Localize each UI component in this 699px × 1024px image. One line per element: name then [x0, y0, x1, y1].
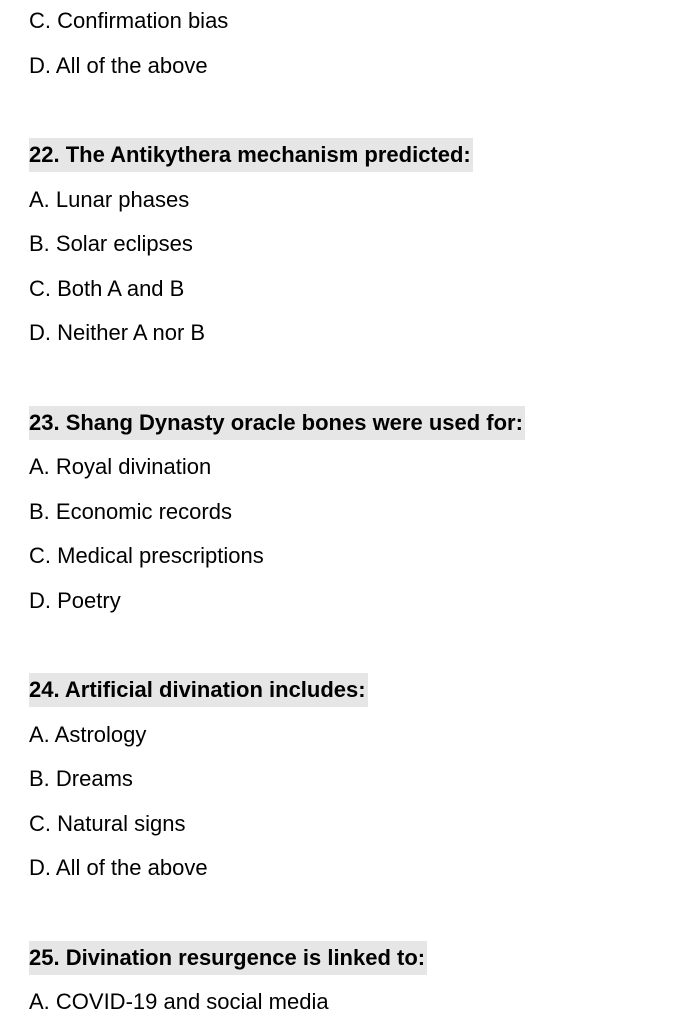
option-d-q22: D. Neither A nor B — [29, 320, 206, 345]
question-23: 23. Shang Dynasty oracle bones were used for: — [29, 406, 525, 440]
option-d-q24: D. All of the above — [29, 855, 208, 880]
option-a-q23: A. Royal divination — [29, 454, 212, 479]
question-25: 25. Divination resurgence is linked to: — [29, 941, 427, 975]
option-b-q23: B. Economic records — [29, 499, 232, 524]
option-b-q22: B. Solar eclipses — [29, 231, 193, 256]
option-a-q25: A. COVID-19 and social media — [29, 989, 329, 1014]
option-d-q21: D. All of the above — [29, 53, 208, 78]
option-a-q22: A. Lunar phases — [29, 187, 190, 212]
option-c-q22: C. Both A and B — [29, 276, 185, 301]
option-c-q23: C. Medical prescriptions — [29, 543, 264, 568]
question-24: 24. Artificial divination includes: — [29, 673, 368, 707]
option-b-q24: B. Dreams — [29, 766, 133, 791]
option-a-q24: A. Astrology — [29, 722, 147, 747]
option-d-q23: D. Poetry — [29, 588, 121, 613]
question-22: 22. The Antikythera mechanism predicted: — [29, 138, 473, 172]
option-c-q21: C. Confirmation bias — [29, 8, 229, 33]
option-c-q24: C. Natural signs — [29, 811, 186, 836]
